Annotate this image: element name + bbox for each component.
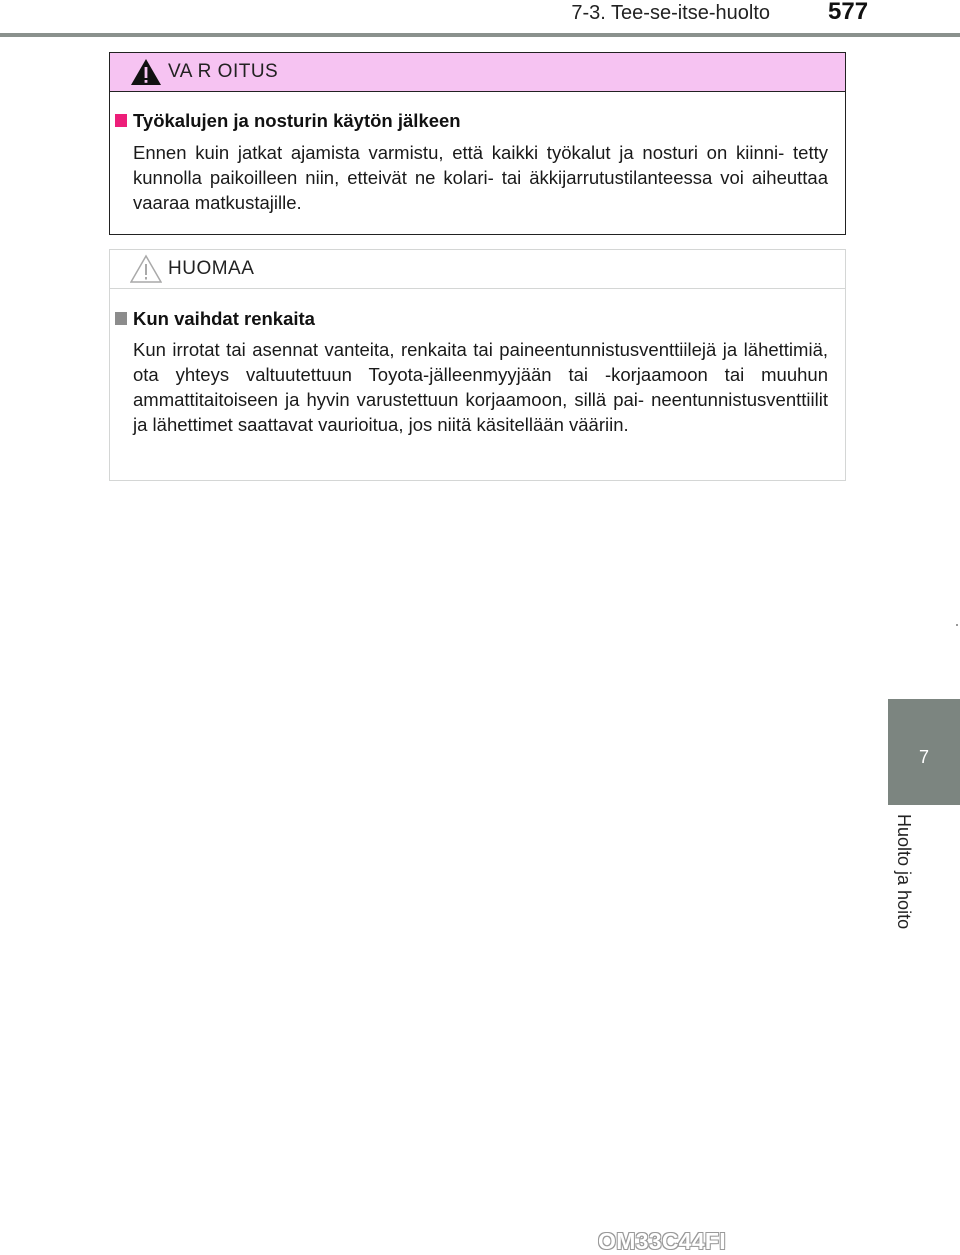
section-header: 7-3. Tee-se-itse-huolto — [571, 2, 770, 24]
warning-box — [109, 52, 846, 235]
notice-box — [109, 249, 846, 481]
chapter-number: 7 — [918, 747, 929, 767]
chapter-title-label — [884, 812, 924, 952]
caution-triangle-icon — [130, 254, 162, 284]
warning-triangle-icon — [130, 57, 162, 87]
warning-box-header — [110, 53, 845, 92]
square-bullet-icon — [115, 114, 127, 127]
warning-item-text: Ennen kuin jatkat ajamista varmistu, että kaikki työkalut ja nosturi on kiinni- tetty kunnolla paikoilleen niin, etteivät ne kolari- tai äkkijarrutustilanteessa voi aiheuttaa vaaraa matkustajille. — [133, 142, 828, 213]
chapter-title: Huolto ja hoito — [894, 814, 914, 930]
watermark: OM33C44FI — [598, 1228, 726, 1254]
chapter-tab[interactable] — [888, 699, 960, 805]
warning-item-heading-text: Työkalujen ja nosturin käytön jälkeen — [133, 110, 461, 131]
warning-item-heading — [115, 110, 461, 132]
notice-item-text: Kun irrotat tai asennat vanteita, renkaita tai paineentunnistusventtiilejä ja lähettimiä, ota yhteys valtuutettuun Toyota-jälleenmyyjään tai -korjaamoon tai muuhun ammattitaitoiseen ja hyvin varustettuun korjaamoon, sillä pai- neentunnistusventtiilit ja lähettimet saattavat vaurioitua, jos niitä käsitellään vääriin. — [133, 339, 828, 435]
header-rule — [0, 33, 960, 37]
notice-item-heading — [115, 308, 315, 330]
notice-box-title: HUOMAA — [168, 258, 255, 279]
page-number: 577 — [828, 0, 869, 25]
notice-item-heading-text: Kun vaihdat renkaita — [133, 308, 315, 329]
square-bullet-icon — [115, 312, 127, 325]
warning-box-title: VA R OITUS — [168, 61, 279, 82]
edge-mark — [956, 624, 958, 626]
notice-box-header — [110, 250, 845, 289]
